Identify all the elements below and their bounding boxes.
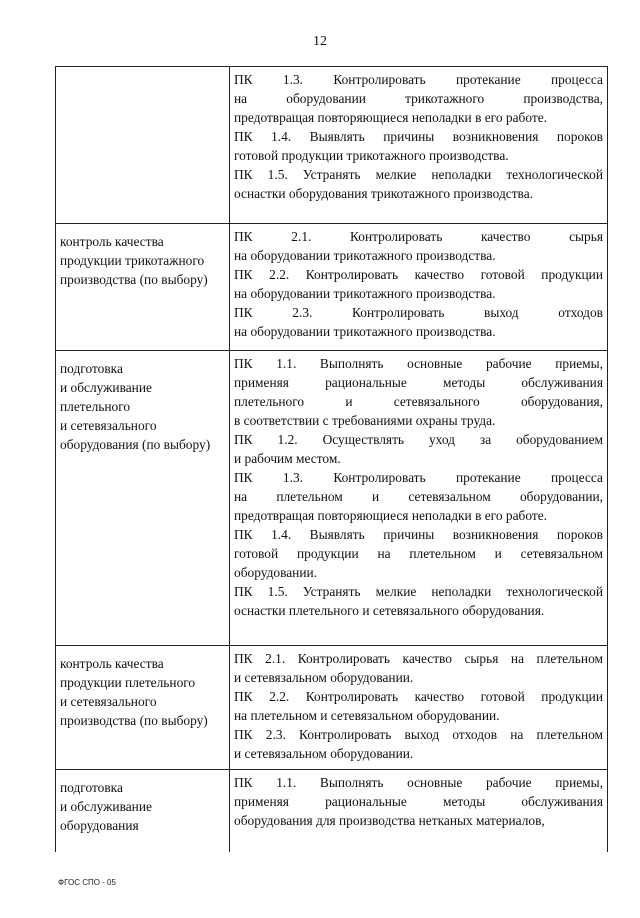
activity-cell: [56, 67, 230, 224]
competency-item: [234, 582, 603, 620]
competency-text-line: в соответствии с требованиями охраны труда.: [234, 413, 496, 428]
competency-text-line: ПК 1.5. Устранять мелкие неполадки технологической: [234, 584, 603, 599]
competency-text-line: оснастки плетельного и сетевязального оборудования.: [234, 603, 545, 618]
competency-text-line: плетельного и сетевязального оборудования,: [234, 394, 603, 409]
competency-item: [234, 725, 603, 763]
activity-cell: [56, 646, 230, 770]
activity-label-line: производства (по выбору): [60, 713, 208, 728]
table-row: [56, 224, 608, 351]
activity-cell: [56, 351, 230, 646]
competency-text-line: ПК 1.1. Выполнять основные рабочие приемы,: [234, 356, 603, 371]
activity-label-line: и сетевязального: [60, 418, 157, 433]
competency-text-line: ПК 1.2. Осуществлять уход за оборудованием: [234, 432, 603, 447]
competency-item: [234, 227, 603, 265]
competency-text-line: на оборудовании трикотажного производства,: [234, 91, 603, 106]
competency-item: [234, 430, 603, 468]
activity-label-line: продукции трикотажного: [60, 253, 205, 268]
competency-text-line: и сетевязальном оборудовании.: [234, 746, 414, 761]
competency-item: [234, 165, 603, 203]
competency-text-line: на плетельном и сетевязальном оборудовании,: [234, 489, 603, 504]
competency-text-line: предотвращая повторяющиеся неполадки в его работе.: [234, 110, 547, 125]
competencies-cell: [230, 351, 608, 646]
activity-cell: [56, 224, 230, 351]
competencies-cell: [230, 67, 608, 224]
activity-cell: [56, 770, 230, 853]
competency-text-line: на оборудовании трикотажного производства.: [234, 248, 496, 263]
competency-text-line: оборудования для производства нетканых материалов,: [234, 813, 545, 828]
activity-label-line: плетельного: [60, 399, 131, 414]
competency-item: [234, 303, 603, 341]
competency-text-line: ПК 2.3. Контролировать выход отходов на плетельном: [234, 727, 603, 742]
competencies-cell: [230, 646, 608, 770]
competency-text-line: ПК 2.3. Контролировать выход отходов: [234, 305, 603, 320]
competency-item: [234, 127, 603, 165]
competency-text-line: и рабочим местом.: [234, 451, 341, 466]
competency-text-line: на плетельном и сетевязальном оборудовании.: [234, 708, 500, 723]
table-row: [56, 770, 608, 853]
activity-label-line: подготовка: [60, 361, 123, 376]
competency-text-line: ПК 2.2. Контролировать качество готовой продукции: [234, 689, 603, 704]
competency-text-line: ПК 1.3. Контролировать протекание процесса: [234, 470, 603, 485]
competency-text-line: ПК 1.3. Контролировать протекание процесса: [234, 72, 603, 87]
table-row: [56, 67, 608, 224]
competencies-table: [55, 66, 608, 852]
competency-text-line: ПК 2.1. Контролировать качество сырья на плетельном: [234, 651, 603, 666]
table-row: [56, 646, 608, 770]
competency-item: [234, 525, 603, 582]
competency-text-line: на оборудовании трикотажного производства.: [234, 324, 496, 339]
competency-text-line: готовой продукции на плетельном и сетевязальном: [234, 546, 603, 561]
competencies-cell: [230, 770, 608, 853]
competency-text-line: оборудовании.: [234, 565, 318, 580]
activity-label-line: производства (по выбору): [60, 272, 208, 287]
competency-text-line: готовой продукции трикотажного производства.: [234, 148, 509, 163]
activity-label-line: продукции плетельного: [60, 675, 196, 690]
competency-text-line: применяя рациональные методы обслуживания: [234, 794, 603, 809]
competency-text-line: ПК 1.5. Устранять мелкие неполадки технологической: [234, 167, 603, 182]
competency-text-line: ПК 1.4. Выявлять причины возникновения пороков: [234, 527, 603, 542]
document-footer: ФГОС СПО - 05: [58, 878, 116, 887]
competency-text-line: оснастки оборудования трикотажного производства.: [234, 186, 533, 201]
competency-text-line: и сетевязальном оборудовании.: [234, 670, 414, 685]
activity-label-line: оборудования (по выбору): [60, 437, 211, 452]
competencies-cell: [230, 224, 608, 351]
activity-label-line: и сетевязального: [60, 694, 157, 709]
competency-text-line: предотвращая повторяющиеся неполадки в его работе.: [234, 508, 547, 523]
competency-item: [234, 687, 603, 725]
table-row: [56, 351, 608, 646]
activity-label-line: контроль качества: [60, 234, 164, 249]
competency-item: [234, 773, 603, 830]
competency-item: [234, 70, 603, 127]
competency-item: [234, 468, 603, 525]
competency-text-line: ПК 1.1. Выполнять основные рабочие приемы,: [234, 775, 603, 790]
activity-label-line: контроль качества: [60, 656, 164, 671]
competency-item: [234, 354, 603, 430]
activity-label-line: подготовка: [60, 780, 123, 795]
activity-label-line: и обслуживание: [60, 799, 152, 814]
competency-item: [234, 265, 603, 303]
competency-text-line: ПК 1.4. Выявлять причины возникновения пороков: [234, 129, 603, 144]
activity-label-line: оборудования: [60, 818, 139, 833]
competency-text-line: ПК 2.1. Контролировать качество сырья: [234, 229, 603, 244]
competency-text-line: ПК 2.2. Контролировать качество готовой продукции: [234, 267, 603, 282]
competency-text-line: применяя рациональные методы обслуживания: [234, 375, 603, 390]
competency-item: [234, 649, 603, 687]
competency-text-line: на оборудовании трикотажного производства.: [234, 286, 496, 301]
page-number: 12: [313, 34, 327, 49]
activity-label-line: и обслуживание: [60, 380, 152, 395]
